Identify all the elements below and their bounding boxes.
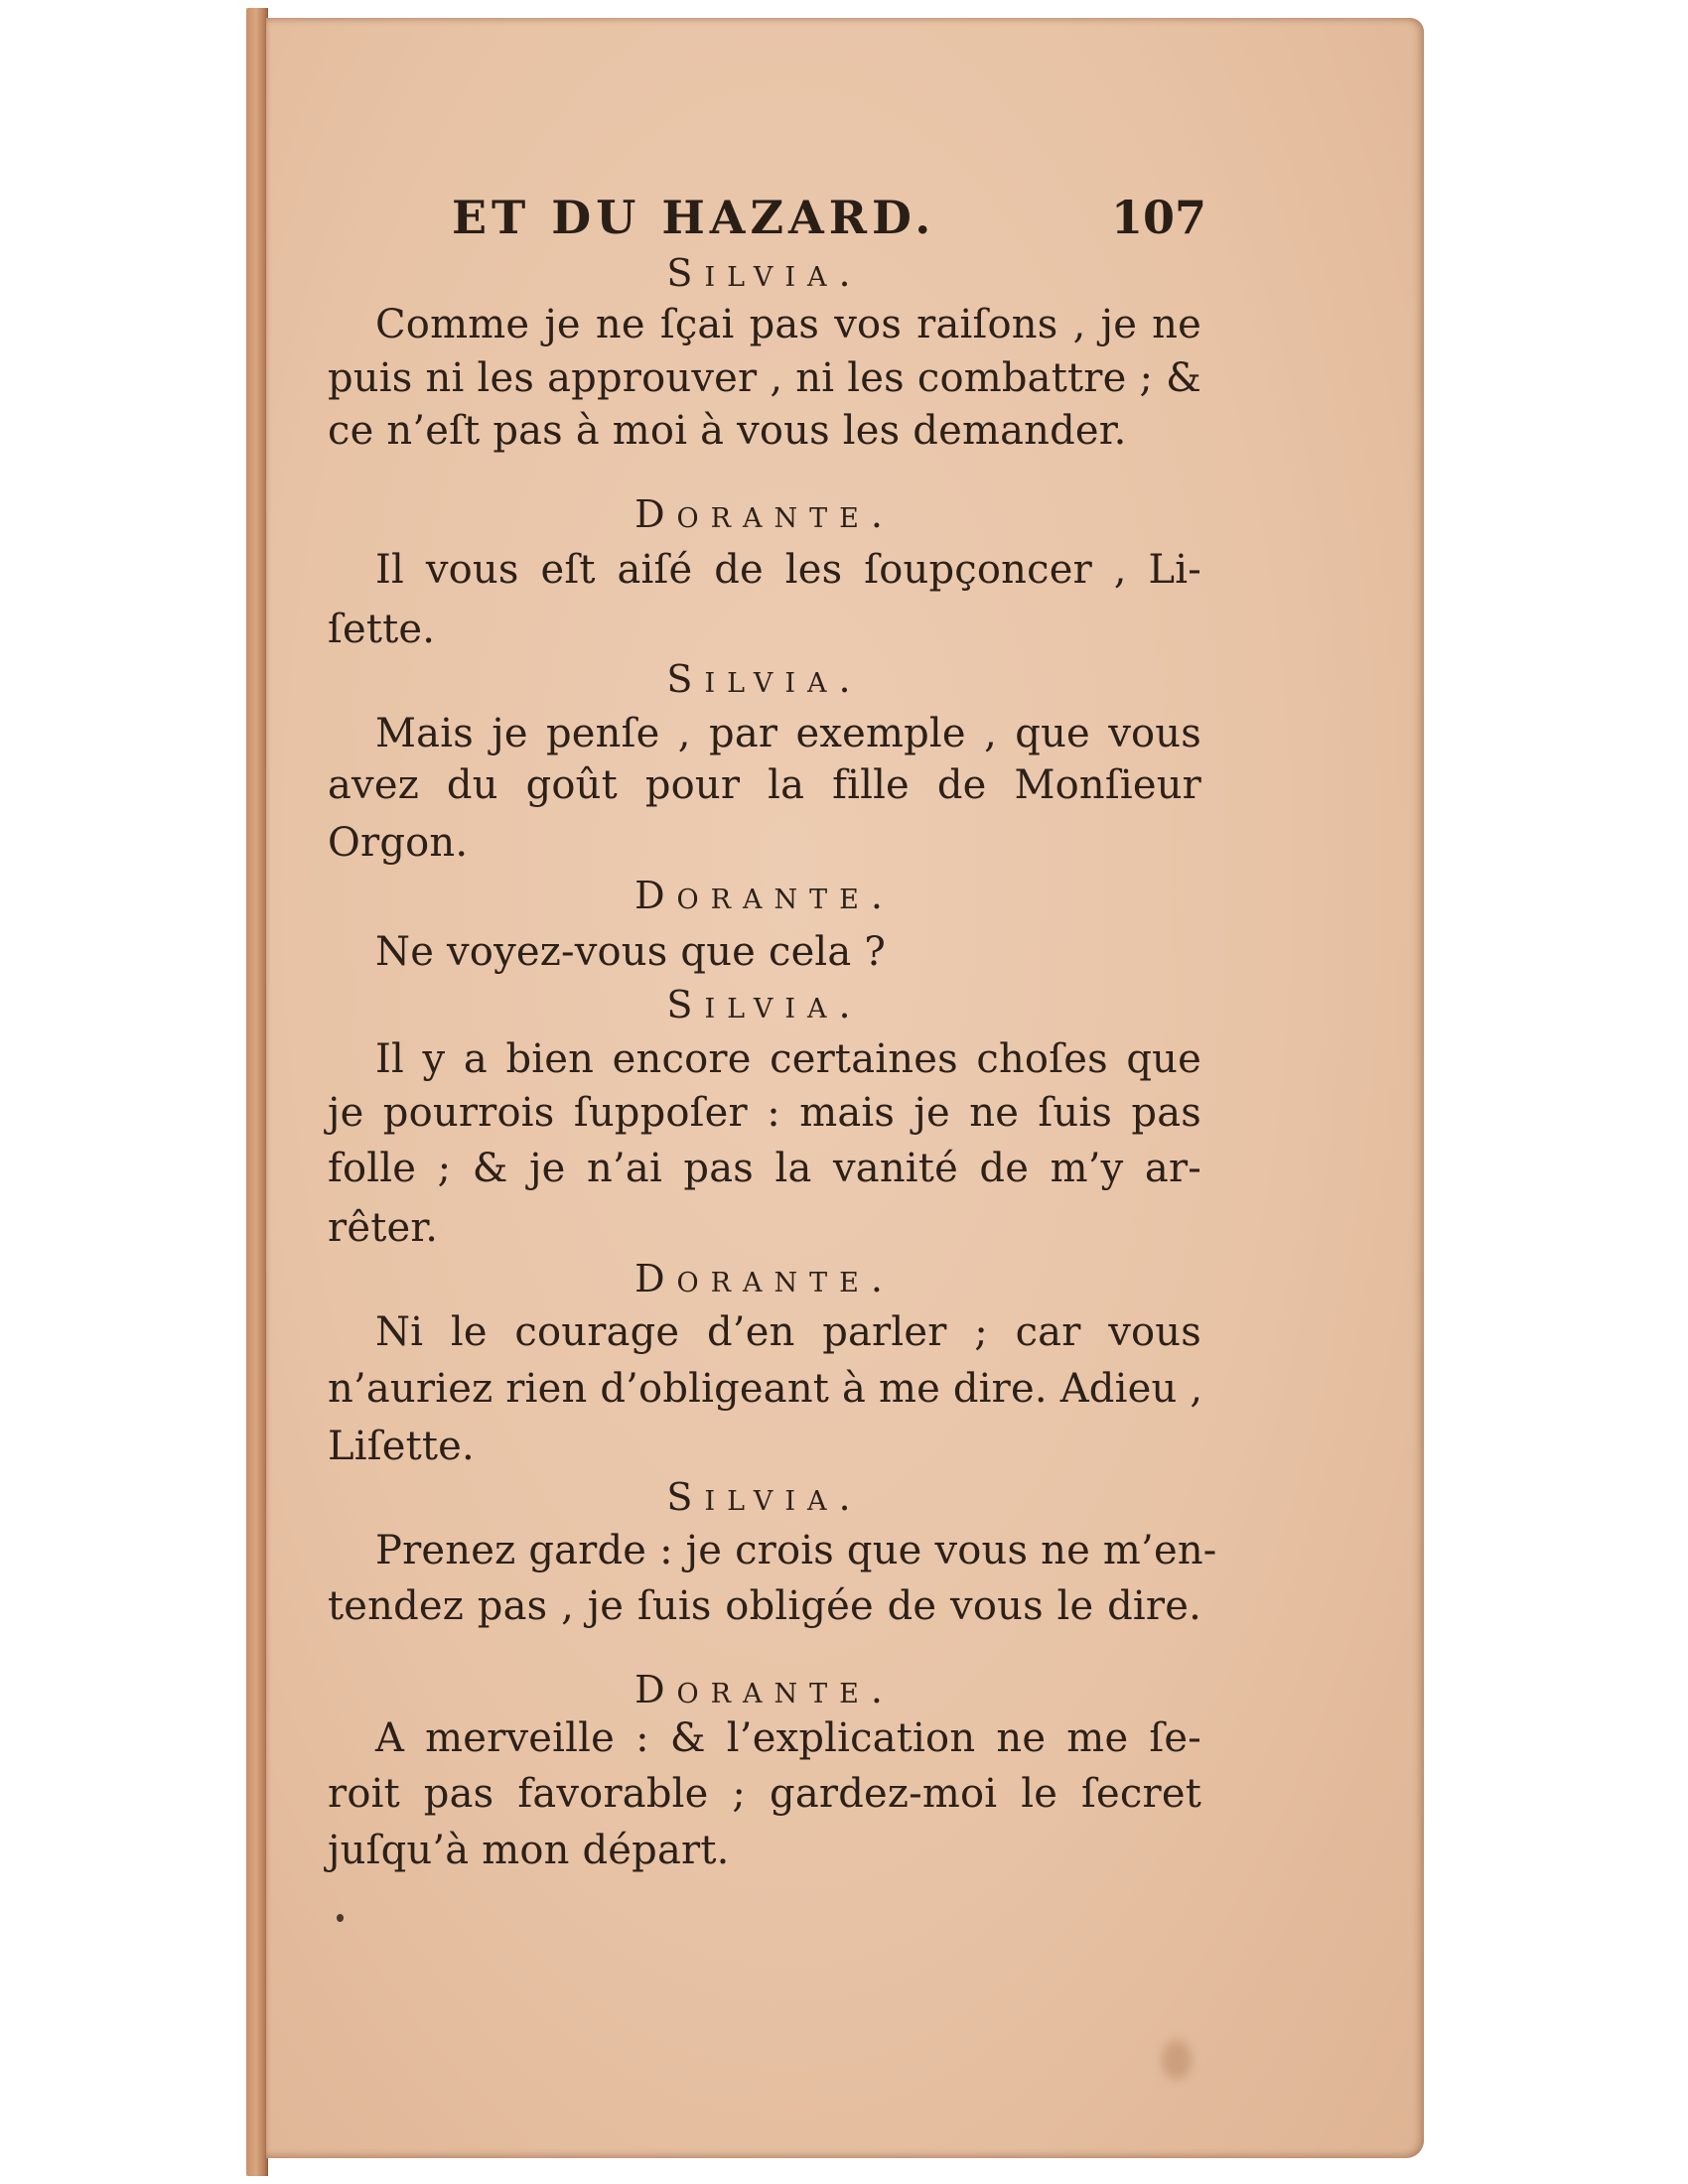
speaker-name: Silvia. xyxy=(666,251,863,295)
text-line: tendez pas , je ſuis obligée de vous le dire. xyxy=(328,1583,1201,1629)
speaker-name: Dorante. xyxy=(634,874,895,917)
text-line: folle ; & je n’ai pas la vanité de m’y ar- xyxy=(328,1146,1201,1191)
text-line: roit pas favorable ; gardez-moi le ſecret xyxy=(328,1771,1201,1817)
text-line: avez du goût pour la fille de Monſieur xyxy=(328,762,1201,808)
text-line: n’auriez rien d’obligeant à me dire. Adieu , xyxy=(328,1366,1203,1412)
text-line: A merveille : & l’explication ne me ſe- xyxy=(375,1715,1201,1761)
running-title: ET DU HAZARD. xyxy=(452,191,936,244)
foxing-stain xyxy=(1162,2040,1192,2080)
text-line: Comme je ne ſçai pas vos raiſons , je ne xyxy=(375,302,1201,347)
page-number: 107 xyxy=(1110,191,1206,244)
running-header xyxy=(452,191,1206,244)
speaker-name: Silvia. xyxy=(666,657,863,701)
speaker-name: Dorante. xyxy=(634,1668,895,1711)
book-binding-edge xyxy=(246,8,268,2176)
text-line: Il y a bien encore certaines choſes que xyxy=(375,1036,1201,1082)
text-line: ſette. xyxy=(328,607,436,652)
text-line: puis ni les approuver , ni les combattre ; & xyxy=(328,355,1201,401)
speaker-name: Dorante. xyxy=(634,1257,895,1300)
text-line: Orgon. xyxy=(328,820,469,866)
text-line: Mais je penſe , par exemple , que vous xyxy=(375,711,1201,756)
text-line: Ni le courage d’en parler ; car vous xyxy=(375,1309,1201,1355)
text-line: rêter. xyxy=(328,1205,439,1251)
speaker-name: Silvia. xyxy=(666,1475,863,1519)
text-line: ce n’eſt pas à moi à vous les demander. xyxy=(328,408,1127,454)
text-line: Liſette. xyxy=(328,1424,475,1469)
speaker-name: Silvia. xyxy=(666,983,863,1026)
text-line: je pourrois ſuppoſer : mais je ne ſuis pas xyxy=(328,1090,1201,1136)
text-line: Ne voyez-vous que cela ? xyxy=(375,929,887,975)
ink-dot xyxy=(337,1914,344,1922)
text-line: Prenez garde : je crois que vous ne m’en- xyxy=(375,1528,1217,1573)
text-line: juſqu’à mon départ. xyxy=(328,1828,730,1873)
speaker-name: Dorante. xyxy=(634,492,895,536)
text-line: Il vous eſt aiſé de les ſoupçoncer , Li- xyxy=(375,547,1201,593)
